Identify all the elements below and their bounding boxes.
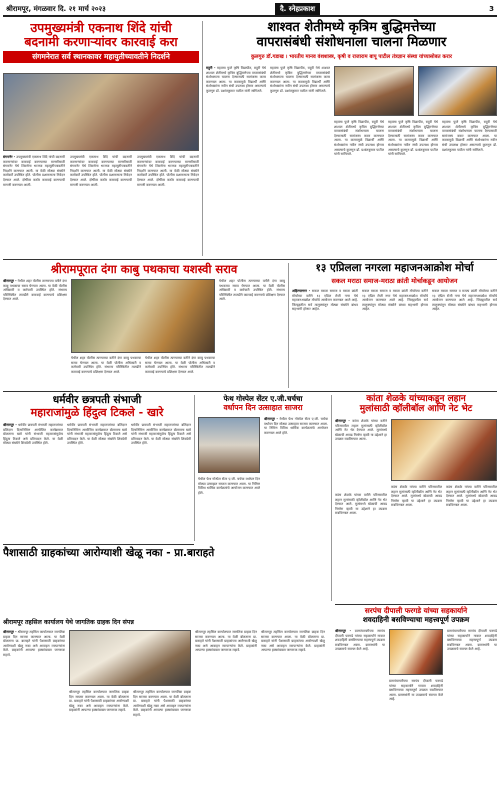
story-consumer-body-col5: श्रीरामपूर तहसिल कार्यालयात जागतिक ग्राहक दिन साजरा करण्यात आला. या वेळी बोलताना प्रा. बाराहते यांनी पैशासाठी ग्राहकांच्या आरोग्याशी खेळू नका असे आवाहन व्यापाऱ्यांना केले. ग्राहकांनी आपल्या हक्कांबाबत जागरूक राहावे.	[261, 630, 325, 653]
section-divider	[3, 544, 194, 545]
story-sambhaji-body-col3: धर्मवीर छत्रपती संभाजी महाराजांच्या बलिदान दिनानिमित्त आयोजित कार्यक्रमात बोलताना खारे यांनी संभाजी महाराजांमुळेच हिंदुत्व टिकले असे प्रतिपादन केले. या वेळी मोठ्या संख्येने शिवप्रेमी उपस्थित होते.	[131, 423, 191, 446]
story-sambhaji-body: धर्मवीर छत्रपती संभाजी महाराजांच्या बलिदान दिनानिमित्त आयोजित कार्यक्रमात बोलताना खारे यांनी संभाजी महाराजांमुळेच हिंदुत्व टिकले असे प्रतिपादन केले. या वेळी मोठ्या संख्येने शिवप्रेमी उपस्थित होते.	[3, 423, 63, 446]
mou-photo-1	[334, 66, 414, 116]
story-church-dateline: श्रीरामपूर -	[264, 417, 278, 421]
story-ai-body-col4: महात्मा फुले कृषि विद्यापीठ, राहुरी येथे शाश्वत शेतीमध्ये कृत्रिम बुद्धिमत्तेच्या वापरासंबंधी संशोधनाला चालना देण्यासाठी सामंजस्य करार करण्यात आला. या करारामुळे विद्यार्थी आणि संशोधकांना नवीन संधी उपलब्ध होणार असल्याचे कुलगुरु डॉ. प्रशांतकुमार पाटील यांनी सांगितले.	[388, 120, 438, 157]
story-ai-body-col5: महात्मा फुले कृषि विद्यापीठ, राहुरी येथे शाश्वत शेतीमध्ये कृत्रिम बुद्धिमत्तेच्या वापरासंबंधी संशोधनाला चालना देण्यासाठी सामंजस्य करार करण्यात आला. या करारामुळे विद्यार्थी आणि संशोधकांना नवीन संधी उपलब्ध होणार असल्याचे कुलगुरु डॉ. प्रशांतकुमार पाटील यांनी सांगितले.	[442, 120, 497, 152]
section-divider	[3, 259, 497, 260]
story-shinde-body-col2: उपमुख्यमंत्री एकनाथ शिंदे यांची बदनामी करणाऱ्यांवर कारवाई करण्याच्या मागणीसाठी संगमनेर येथे शिवसेना भाजपा महायुतीच्यावतीने निदर्शने करण्यात आली. या वेळी मोठ्या संख्येने कार्यकर्ते उपस्थित होते. पोलीस प्रशासनाला निवेदन देण्यात आले. दोषींवर कठोर कारवाई करण्याची मागणी करण्यात आली.	[70, 155, 132, 187]
story-consumer-body-col3: श्रीरामपूर तहसिल कार्यालयात जागतिक ग्राहक दिन साजरा करण्यात आला. या वेळी बोलताना प्रा. बाराहते यांनी पैशासाठी ग्राहकांच्या आरोग्याशी खेळू नका असे आवाहन व्यापाऱ्यांना केले. ग्राहकांनी आपल्या हक्कांबाबत जागरूक राहावे.	[133, 690, 191, 717]
story-sambhaji	[3, 395, 191, 541]
newspaper-page	[3, 3, 497, 793]
issue-date: श्रीरामपूर, मंगळवार दि. २१ मार्च २०२३	[6, 4, 106, 13]
story-riot-body-col3: येथील शहर पोलीस ठाण्याच्या वतीने दंगा काबु पथकाचा सराव घेण्यात आला. या वेळी पोलीस अधिकारी व कर्मचारी उपस्थित होते. संभाव्य परिस्थितीत तातडीने कारवाई करण्याचे प्रशिक्षण देण्यात आले.	[145, 356, 215, 374]
page-number: 3	[489, 5, 494, 13]
story-riot-body-col4: येथील शहर पोलीस ठाण्याच्या वतीने दंगा काबु पथकाचा सराव घेण्यात आला. या वेळी पोलीस अधिकारी व कर्मचारी उपस्थित होते. संभाव्य परिस्थितीत तातडीने कारवाई करण्याचे प्रशिक्षण देण्यात आले.	[219, 279, 285, 302]
story-morcha-headline: १३ एप्रिलला नगरला महाजनआक्रोश मोर्चा	[315, 262, 474, 274]
story-crematorium-headline-1: सरपंच दीपाली फरगडे यांच्या सहकार्याने	[364, 606, 468, 615]
story-riot-drill	[3, 263, 285, 388]
story-ai-headline-2: वापरासंबंधी संशोधनाला चालना मिळणार	[256, 34, 447, 50]
story-sambhaji-dateline: श्रीरामपूर -	[3, 423, 17, 427]
story-church-headline-2: वर्धापन दिन उत्साहात साजरा	[223, 402, 303, 412]
column-divider	[202, 21, 203, 256]
story-consumer-body-col4: श्रीरामपूर तहसिल कार्यालयात जागतिक ग्राहक दिन साजरा करण्यात आला. या वेळी बोलताना प्रा. बाराहते यांनी पैशासाठी ग्राहकांच्या आरोग्याशी खेळू नका असे आवाहन व्यापाऱ्यांना केले. ग्राहकांनी आपल्या हक्कांबाबत जागरूक राहावे.	[195, 630, 257, 653]
story-ai-subhead: कुलगुरु डॉ.गडाख । भारतीय मानव वंशशास्त्र, कृषी व राजाराम बापू पाटील तंत्रज्ञान संस्था यांच्यासोबत करार	[251, 54, 452, 61]
story-volleyball-body-col2: कांता शेळके यांच्या वतीने परिसरातील लहान मुलांसाठी व्हॉलीबॉल आणि नेट भेट देण्यात आले. मुलांमध्ये खेळाची आवड निर्माण व्हावी या उद्देशाने हा उपक्रम राबविण्यात आला.	[335, 493, 387, 516]
story-crematorium-body-col3: ग्रामपंचायतीच्या सरपंच दीपाली फरगडे यांच्या सहकार्याने गावात शवदाहिनी बसविण्याचा महत्त्वपूर्ण उपक्रम राबविण्यात आला. ग्रामस्थांनी या उपक्रमाचे स्वागत केले आहे.	[447, 629, 497, 652]
story-consumer-body-col2: श्रीरामपूर तहसिल कार्यालयात जागतिक ग्राहक दिन साजरा करण्यात आला. या वेळी बोलताना प्रा. बाराहते यांनी पैशासाठी ग्राहकांच्या आरोग्याशी खेळू नका असे आवाहन व्यापाऱ्यांना केले. ग्राहकांनी आपल्या हक्कांबाबत जागरूक राहावे.	[69, 690, 129, 713]
story-volleyball-body-col3: कांता शेळके यांच्या वतीने परिसरातील लहान मुलांसाठी व्हॉलीबॉल आणि नेट भेट देण्यात आले. मुलांमध्ये खेळाची आवड निर्माण व्हावी या उद्देशाने हा उपक्रम राबविण्यात आला.	[391, 485, 442, 508]
mou-photo-2	[418, 66, 497, 116]
story-sambhaji-body-col2: धर्मवीर छत्रपती संभाजी महाराजांच्या बलिदान दिनानिमित्त आयोजित कार्यक्रमात बोलताना खारे यांनी संभाजी महाराजांमुळेच हिंदुत्व टिकले असे प्रतिपादन केले. या वेळी मोठ्या संख्येने शिवप्रेमी उपस्थित होते.	[67, 423, 127, 446]
story-riot-headline: श्रीरामपूरात दंगा काबु पथकाचा यशस्वी सराव	[50, 262, 238, 276]
section-divider	[335, 604, 497, 605]
story-morcha-dateline: अहिल्यानगर -	[292, 289, 311, 293]
story-consumer-dateline: श्रीरामपूर -	[3, 630, 17, 634]
story-volleyball-body-col4: कांता शेळके यांच्या वतीने परिसरातील लहान मुलांसाठी व्हॉलीबॉल आणि नेट भेट देण्यात आले. मुलांमध्ये खेळाची आवड निर्माण व्हावी या उद्देशाने हा उपक्रम राबविण्यात आला.	[446, 485, 497, 508]
story-consumer-day	[3, 548, 328, 793]
story-morcha-subhead: सकल मराठा समाज-मराठा क्रांती मोर्चाकडून आयोजन	[331, 277, 458, 286]
story-shinde-body: उपमुख्यमंत्री एकनाथ शिंदे यांची बदनामी करणाऱ्यांवर कारवाई करण्याच्या मागणीसाठी संगमनेर येथे शिवसेना भाजपा महायुतीच्यावतीने निदर्शने करण्यात आली. या वेळी मोठ्या संख्येने कार्यकर्ते उपस्थित होते. पोलीस प्रशासनाला निवेदन देण्यात आले. दोषींवर कठोर कारवाई करण्याची मागणी करण्यात आली.	[3, 155, 65, 187]
page-header	[3, 3, 497, 17]
story-shinde-subhead: संगमनेरात सर्व स्थानकावर महायुतीच्यावतीने निदर्शने	[3, 51, 199, 63]
story-ai-body: महात्मा फुले कृषि विद्यापीठ, राहुरी येथे शाश्वत शेतीमध्ये कृत्रिम बुद्धिमत्तेच्या वापरासंबंधी संशोधनाला चालना देण्यासाठी सामंजस्य करार करण्यात आला. या करारामुळे विद्यार्थी आणि संशोधकांना नवीन संधी उपलब्ध होणार असल्याचे कुलगुरु डॉ. प्रशांतकुमार पाटील यांनी सांगितले.	[206, 66, 266, 93]
story-morcha-body-col3: सकल मराठा समाज व मराठा क्रांती मोर्चाच्या वतीने १३ एप्रिल रोजी नगर येथे महाजनआक्रोश मोर्चाचे आयोजन करण्यात आले आहे. जिल्ह्यातील सर्व तालुक्यांतून मोठ्या संख्येने बांधव सहभागी होणार आहेत.	[432, 289, 497, 312]
story-shinde-headline-2: बदनामी करणाऱ्यांवर कारवाई करा	[24, 34, 178, 50]
story-church-body-col2: येथील फेथ गोस्पेल सेंटर ए.जी. चर्चचा वर्धापन दिन मोठ्या उत्साहात साजरा करण्यात आला. या निमित्त विविध धार्मिक कार्यक्रमांचे आयोजन करण्यात आले होते.	[198, 477, 260, 495]
story-crematorium-body: ग्रामपंचायतीच्या सरपंच दीपाली फरगडे यांच्या सहकार्याने गावात शवदाहिनी बसविण्याचा महत्त्वपूर्ण उपक्रम राबविण्यात आला. ग्रामस्थांनी या उपक्रमाचे स्वागत केले आहे.	[335, 629, 385, 652]
story-riot-dateline: श्रीरामपूर -	[3, 279, 17, 283]
story-consumer-body: श्रीरामपूर तहसिल कार्यालयात जागतिक ग्राहक दिन साजरा करण्यात आला. या वेळी बोलताना प्रा. बाराहते यांनी पैशासाठी ग्राहकांच्या आरोग्याशी खेळू नका असे आवाहन व्यापाऱ्यांना केले. ग्राहकांनी आपल्या हक्कांबाबत जागरूक राहावे.	[3, 630, 65, 657]
story-volleyball-headline-1: कांता शेळके यांच्याकडून लहान	[366, 394, 466, 404]
story-crematorium	[335, 607, 497, 793]
column-divider	[194, 395, 195, 541]
church-photo	[198, 417, 260, 473]
story-riot-body-col2: येथील शहर पोलीस ठाण्याच्या वतीने दंगा काबु पथकाचा सराव घेण्यात आला. या वेळी पोलीस अधिकारी व कर्मचारी उपस्थित होते. संभाव्य परिस्थितीत तातडीने कारवाई करण्याचे प्रशिक्षण देण्यात आले.	[71, 356, 141, 374]
story-ai-body-col2: महात्मा फुले कृषि विद्यापीठ, राहुरी येथे शाश्वत शेतीमध्ये कृत्रिम बुद्धिमत्तेच्या वापरासंबंधी संशोधनाला चालना देण्यासाठी सामंजस्य करार करण्यात आला. या करारामुळे विद्यार्थी आणि संशोधकांना नवीन संधी उपलब्ध होणार असल्याचे कुलगुरु डॉ. प्रशांतकुमार पाटील यांनी सांगितले.	[270, 66, 330, 93]
story-consumer-subhead: श्रीरामपूर तहसिल कार्यालय येथे जागतिक ग्राहक दिन संपन्न	[3, 619, 134, 627]
story-church-headline-1: फेथ गोस्पेल सेंटर ए.जी.चर्चचा	[223, 394, 303, 403]
story-volleyball	[335, 395, 497, 601]
story-volleyball-dateline: श्रीरामपूर -	[335, 419, 350, 423]
story-volleyball-body: कांता शेळके यांच्या वतीने परिसरातील लहान मुलांसाठी व्हॉलीबॉल आणि नेट भेट देण्यात आले. मुलांमध्ये खेळाची आवड निर्माण व्हावी या उद्देशाने हा उपक्रम राबविण्यात आला.	[335, 419, 387, 442]
story-crematorium-headline-2: शवदाहिनी बसविण्याचा महत्त्वपूर्ण उपक्रम	[362, 614, 470, 624]
column-divider	[331, 395, 332, 601]
story-morcha	[292, 263, 497, 388]
story-sambhaji-headline-2: महाराजांमुळे हिंदुत्व टिकले - खारे	[30, 406, 164, 420]
story-shinde-dateline: संगमनेर -	[3, 155, 16, 159]
story-morcha-body: सकल मराठा समाज व मराठा क्रांती मोर्चाच्या वतीने १३ एप्रिल रोजी नगर येथे महाजनआक्रोश मोर्चाचे आयोजन करण्यात आले आहे. जिल्ह्यातील सर्व तालुक्यांतून मोठ्या संख्येने बांधव सहभागी होणार आहेत.	[292, 289, 358, 312]
story-ai-body-col3: महात्मा फुले कृषि विद्यापीठ, राहुरी येथे शाश्वत शेतीमध्ये कृत्रिम बुद्धिमत्तेच्या वापरासंबंधी संशोधनाला चालना देण्यासाठी सामंजस्य करार करण्यात आला. या करारामुळे विद्यार्थी आणि संशोधकांना नवीन संधी उपलब्ध होणार असल्याचे कुलगुरु डॉ. प्रशांतकुमार पाटील यांनी सांगितले.	[334, 120, 384, 157]
protest-photo	[3, 73, 199, 151]
story-ai-farming	[206, 21, 497, 256]
consumer-day-photo	[69, 630, 191, 686]
story-shinde-headline-1: उपमुख्यमंत्री एकनाथ शिंदे यांची	[30, 20, 172, 35]
story-sambhaji-headline-1: धर्मवीर छत्रपती संभाजी	[52, 394, 142, 406]
story-shinde-body-col3: उपमुख्यमंत्री एकनाथ शिंदे यांची बदनामी करणाऱ्यांवर कारवाई करण्याच्या मागणीसाठी संगमनेर येथे शिवसेना भाजपा महायुतीच्यावतीने निदर्शने करण्यात आली. या वेळी मोठ्या संख्येने कार्यकर्ते उपस्थित होते. पोलीस प्रशासनाला निवेदन देण्यात आले. दोषींवर कठोर कारवाई करण्याची मागणी करण्यात आली.	[137, 155, 199, 187]
crematorium-photo	[389, 629, 443, 675]
story-crematorium-dateline: श्रीरामपूर -	[335, 629, 352, 633]
riot-drill-photo	[71, 279, 215, 353]
story-ai-headline-1: शाश्वत शेतीमध्ये कृत्रिम बुद्धिमत्तेच्या	[267, 20, 436, 35]
story-riot-body: येथील शहर पोलीस ठाण्याच्या वतीने दंगा काबु पथकाचा सराव घेण्यात आला. या वेळी पोलीस अधिकारी व कर्मचारी उपस्थित होते. संभाव्य परिस्थितीत तातडीने कारवाई करण्याचे प्रशिक्षण देण्यात आले.	[3, 279, 67, 302]
volleyball-photo	[391, 419, 497, 481]
column-divider	[288, 263, 289, 388]
story-church-body: येथील फेथ गोस्पेल सेंटर ए.जी. चर्चचा वर्धापन दिन मोठ्या उत्साहात साजरा करण्यात आला. या निमित्त विविध धार्मिक कार्यक्रमांचे आयोजन करण्यात आले होते.	[264, 417, 328, 435]
story-shinde	[3, 21, 199, 256]
story-crematorium-body-col2: ग्रामपंचायतीच्या सरपंच दीपाली फरगडे यांच्या सहकार्याने गावात शवदाहिनी बसविण्याचा महत्त्वपूर्ण उपक्रम राबविण्यात आला. ग्रामस्थांनी या उपक्रमाचे स्वागत केले आहे.	[389, 679, 443, 702]
publication-name: दै. स्नेहप्रकाश	[275, 3, 320, 15]
section-divider	[3, 391, 497, 392]
story-morcha-body-col2: सकल मराठा समाज व मराठा क्रांती मोर्चाच्या वतीने १३ एप्रिल रोजी नगर येथे महाजनआक्रोश मोर्चाचे आयोजन करण्यात आले आहे. जिल्ह्यातील सर्व तालुक्यांतून मोठ्या संख्येने बांधव सहभागी होणार आहेत.	[362, 289, 428, 312]
story-ai-dateline: राहुरी -	[206, 66, 216, 70]
story-consumer-headline: पैशासाठी ग्राहकांच्या आरोग्याशी खेळू नका - प्रा.बाराहते	[3, 547, 215, 559]
story-volleyball-headline-2: मुलांसाठी व्हॉलीबॉल आणि नेट भेट	[359, 404, 473, 415]
